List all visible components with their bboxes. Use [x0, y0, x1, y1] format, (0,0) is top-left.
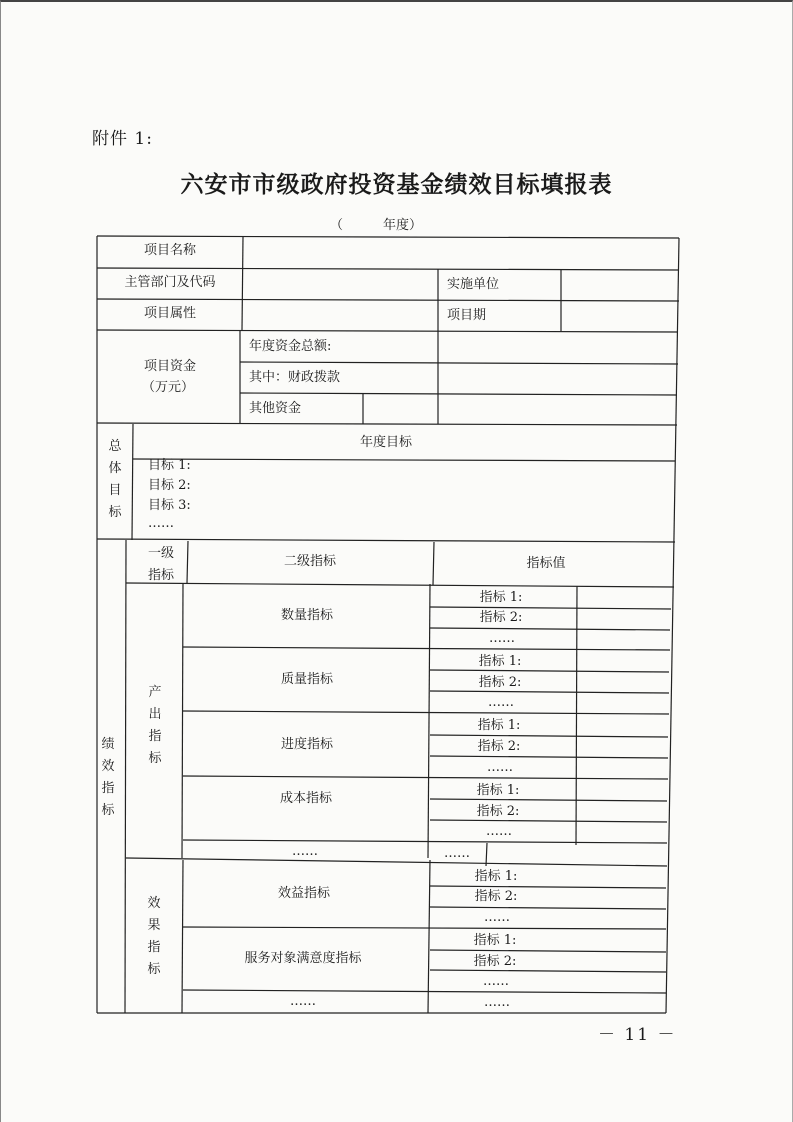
effect-indicator-label: 效果指标 [147, 896, 161, 977]
overall-goal-side-label: 总体目标 [108, 439, 122, 520]
benefit-item-1: 指标 1: [474, 869, 518, 884]
level1-header: 一级指标 [148, 546, 175, 583]
output-ellipsis-value: …… [444, 846, 470, 861]
satisfaction-item-1: 指标 1: [473, 933, 517, 948]
cost-item-1: 指标 1: [476, 783, 520, 798]
goal-1: 目标 1: [148, 458, 191, 473]
page-number: － 11 － [598, 1025, 677, 1045]
progress-item-ellipsis: …… [487, 760, 513, 775]
attribute-label: 项目属性 [143, 306, 197, 321]
quantity-item-1: 指标 1: [479, 590, 523, 605]
satisfaction-item-2: 指标 2: [473, 954, 517, 969]
progress-item-2: 指标 2: [477, 739, 521, 754]
project-name-label: 项目名称 [143, 243, 197, 258]
cost-item-2: 指标 2: [476, 804, 520, 819]
benefit-item-ellipsis: …… [484, 910, 510, 925]
quantity-item-2: 指标 2: [479, 610, 523, 625]
cost-item-ellipsis: …… [486, 824, 512, 839]
annual-goal-header: 年度目标 [359, 435, 413, 450]
performance-side-label: 绩效指标 [101, 737, 115, 818]
implementer-label: 实施单位 [447, 277, 500, 292]
output-indicator-label: 产出指标 [148, 685, 162, 766]
satisfaction-item-ellipsis: …… [483, 974, 509, 989]
level2-header: 二级指标 [283, 554, 337, 569]
progress-indicator: 进度指标 [280, 737, 334, 752]
effect-ellipsis-value: …… [484, 995, 510, 1010]
quality-item-1: 指标 1: [478, 654, 522, 669]
quantity-item-ellipsis: …… [489, 631, 515, 646]
other-funds-label: 其他资金 [249, 401, 302, 416]
goal-ellipsis: …… [148, 516, 174, 531]
value-header: 指标值 [526, 556, 566, 571]
fiscal-label: 其中：财政拨款 [249, 370, 341, 385]
form-title: 六安市市级政府投资基金绩效目标填报表 [180, 171, 613, 198]
year-open-paren: （ [330, 218, 344, 233]
output-ellipsis-row: …… [292, 844, 318, 859]
quality-item-2: 指标 2: [478, 675, 522, 690]
quality-indicator: 质量指标 [280, 672, 334, 687]
progress-item-1: 指标 1: [477, 718, 521, 733]
department-label: 主管部门及代码 [124, 275, 216, 290]
goal-2: 目标 2: [148, 478, 191, 493]
funds-unit-label: （万元） [141, 380, 195, 395]
effect-ellipsis-row: …… [290, 994, 316, 1009]
goal-3: 目标 3: [148, 498, 191, 513]
year-label: 年度） [383, 218, 423, 233]
satisfaction-indicator: 服务对象满意度指标 [244, 951, 362, 966]
benefit-item-2: 指标 2: [474, 889, 518, 904]
period-label: 项目期 [447, 308, 487, 323]
quality-item-ellipsis: …… [488, 695, 514, 710]
funds-label: 项目资金 [143, 359, 197, 374]
cost-indicator: 成本指标 [279, 791, 333, 806]
quantity-indicator: 数量指标 [280, 608, 334, 623]
benefit-indicator: 效益指标 [277, 886, 331, 901]
annual-total-label: 年度资金总额: [249, 339, 332, 354]
attachment-label: 附件 1: [92, 129, 153, 149]
